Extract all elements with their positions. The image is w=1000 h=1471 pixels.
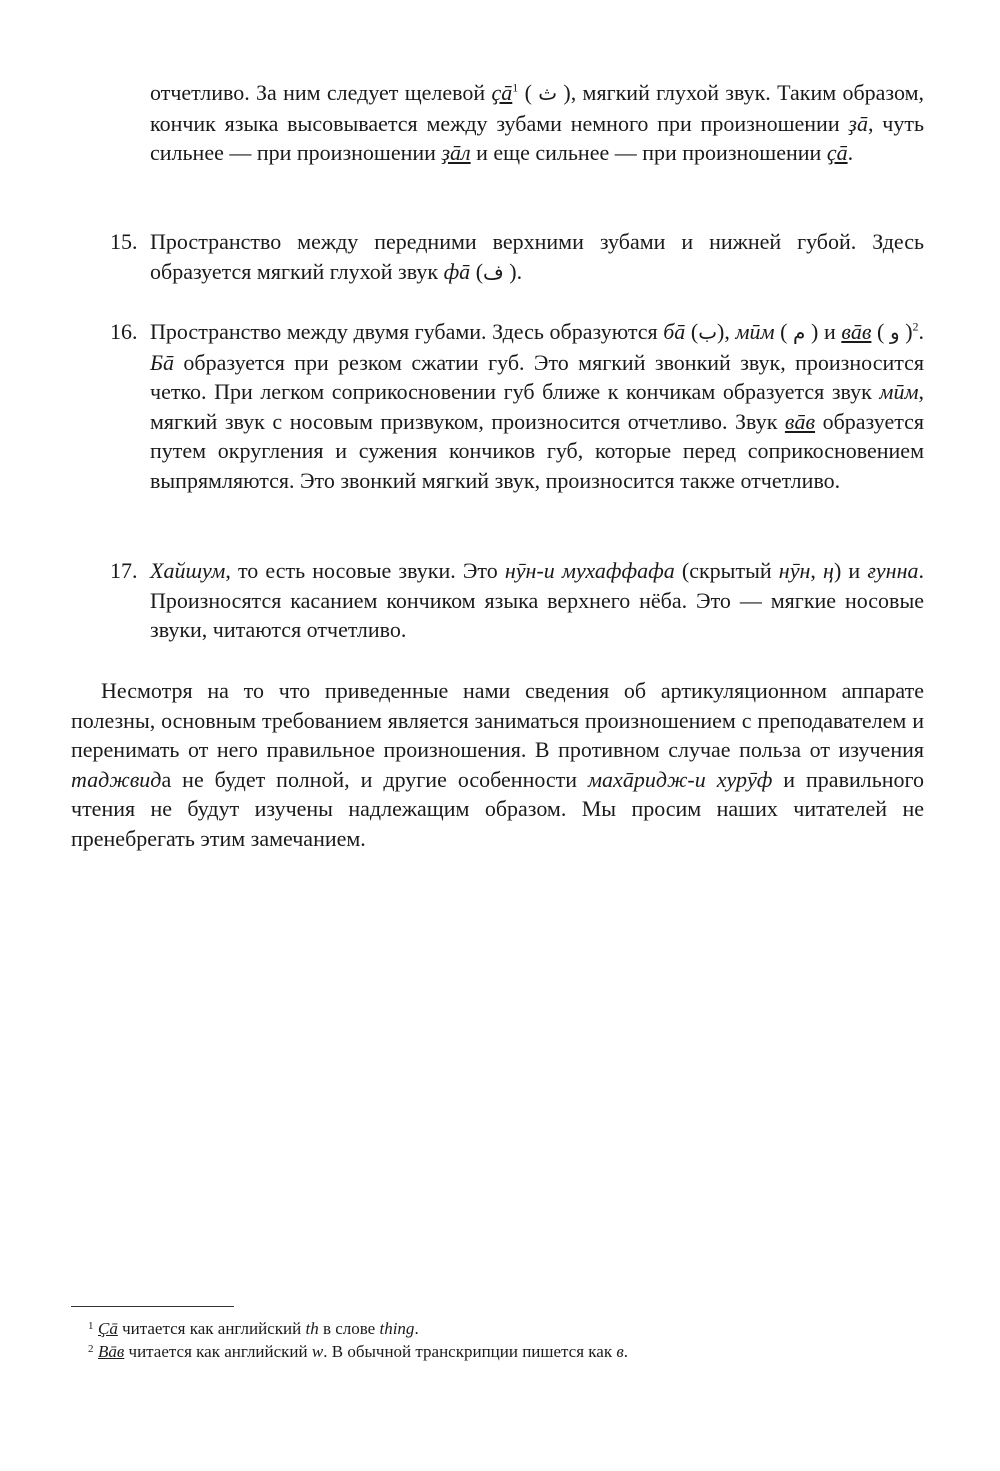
arabic-letter-vav: و bbox=[889, 320, 900, 344]
term-th: th bbox=[305, 1319, 319, 1338]
term-makharij-i-huruf: махāридж-и хурӯф bbox=[588, 766, 773, 792]
term-w: w bbox=[311, 1342, 324, 1361]
term-nun: нӯн bbox=[778, 558, 811, 583]
term-tajvid: таджвид bbox=[71, 766, 162, 792]
text-run: ( bbox=[685, 319, 699, 344]
list-item-17 bbox=[110, 556, 925, 645]
text-run: . Произносятся касанием кончиком языка верхнего нёба. Это — мягкие носовые звуки, читаются отчетливо. bbox=[150, 558, 925, 643]
term-ba: Бā bbox=[150, 349, 174, 375]
text-run: Пространство между двумя губами. Здесь образуются bbox=[150, 319, 664, 344]
term-nun-i-mukhaffafa: нӯн-и мухаффафа bbox=[504, 558, 675, 583]
closing-paragraph bbox=[71, 676, 924, 854]
text-run: образуется при резком сжатии губ. Это мягкий звонкий звук, произносится четко. При легком соприкосновении губ ближе к кончикам образуется звук bbox=[150, 349, 924, 405]
text-run: . bbox=[623, 1342, 628, 1361]
arabic-letter-mim: م bbox=[793, 320, 806, 344]
term-sa: ҫā bbox=[491, 80, 513, 105]
term-sa: ҫā bbox=[826, 140, 848, 166]
list-item-number: 16. bbox=[110, 319, 138, 344]
term-khayshum: Хайшум bbox=[150, 558, 226, 583]
term-vav: вāв bbox=[841, 319, 872, 344]
text-run: в слове bbox=[318, 1319, 380, 1338]
term-ba: бā bbox=[663, 319, 686, 344]
list-item-16 bbox=[110, 317, 925, 496]
term-v: в bbox=[616, 1342, 624, 1361]
text-run: . bbox=[847, 140, 854, 166]
text-run: ( bbox=[518, 80, 539, 105]
term-mim: мӣм bbox=[735, 319, 775, 344]
text-run: ) bbox=[899, 319, 913, 344]
text-run: отчетливо. За ним следует щелевой bbox=[150, 80, 492, 105]
term-n: ң bbox=[823, 558, 834, 583]
text-run: и еще сильнее — при произношении bbox=[470, 140, 827, 166]
footnote-mark: 1 bbox=[88, 1320, 94, 1332]
text-run: , чуть сильнее — при произношении bbox=[150, 110, 924, 166]
term-vav: Вāв bbox=[98, 1342, 125, 1361]
text-run: . bbox=[414, 1319, 419, 1338]
list-item-number: 15. bbox=[110, 229, 138, 254]
term-vav: вāв bbox=[784, 408, 816, 434]
continuation-paragraph bbox=[150, 78, 924, 168]
footnote-separator bbox=[71, 1306, 234, 1307]
text-run: читается как английский bbox=[117, 1319, 306, 1338]
text-run: ( bbox=[871, 319, 890, 344]
footnote-ref-2[interactable]: 2 bbox=[912, 319, 919, 334]
text-run: а не будет полной, и другие особенности bbox=[161, 766, 589, 792]
text-run: . bbox=[918, 319, 925, 344]
arabic-letter-fa: ف bbox=[483, 259, 504, 284]
text-run: ( bbox=[470, 258, 484, 284]
text-run: , bbox=[810, 558, 824, 583]
footnote-2 bbox=[88, 1341, 928, 1363]
term-mim: мӣм bbox=[879, 379, 919, 405]
arabic-letter-ba: ب bbox=[698, 320, 718, 344]
text-run: ), bbox=[717, 319, 736, 344]
footnote-ref-1[interactable]: 1 bbox=[512, 80, 519, 95]
text-run: образуется путем округления и сужения кончиков губ, которые перед соприкосновением выпрямляются. Это звонкий мягкий звук, произносится также отчетливо. bbox=[150, 408, 924, 493]
text-run: читается как английский bbox=[124, 1342, 312, 1361]
term-gunna: ғунна bbox=[867, 558, 919, 583]
text-run: и правильного чтения не будут изучены надлежащим образом. Мы просим наших читателей не пренебрегать этим замечанием. bbox=[71, 766, 924, 851]
text-run: , то есть носовые звуки. Это bbox=[225, 558, 505, 583]
footnote-mark: 2 bbox=[88, 1343, 94, 1355]
text-run: ( bbox=[774, 319, 794, 344]
text-run: (скрытый bbox=[674, 558, 779, 583]
list-item-15 bbox=[110, 227, 924, 287]
text-run: ), мягкий глухой звук. Таким образом, кончик языка высовывается между зубами немного при произношении bbox=[150, 80, 924, 136]
term-za: ҙā bbox=[848, 110, 868, 136]
text-run: , мягкий звук с носовым призвуком, произносится отчетливо. Звук bbox=[150, 379, 924, 434]
text-run: . В обычной транскрипции пишется как bbox=[323, 1342, 617, 1361]
list-item-number: 17. bbox=[110, 558, 138, 583]
text-run: ). bbox=[503, 258, 523, 284]
arabic-letter-tha: ث bbox=[538, 81, 558, 105]
footnote-1 bbox=[88, 1318, 928, 1340]
term-zal: ҙāл bbox=[441, 140, 471, 166]
text-run: ) и bbox=[805, 319, 842, 344]
term-fa: фā bbox=[443, 258, 471, 284]
text-run: Несмотря на то что приведенные нами сведения об артикуляционном аппарате полезны, основным требованием является заниматься произношением с преподавателем и перенимать от него правильное произношения. В противном случае польза от изучения bbox=[71, 678, 924, 763]
term-sa: Ҫā bbox=[98, 1319, 118, 1338]
text-run: ) и bbox=[833, 558, 868, 583]
term-thing: thing bbox=[379, 1319, 415, 1338]
text-run: Пространство между передними верхними зубами и нижней губой. Здесь образуется мягкий глухой звук bbox=[150, 229, 924, 284]
